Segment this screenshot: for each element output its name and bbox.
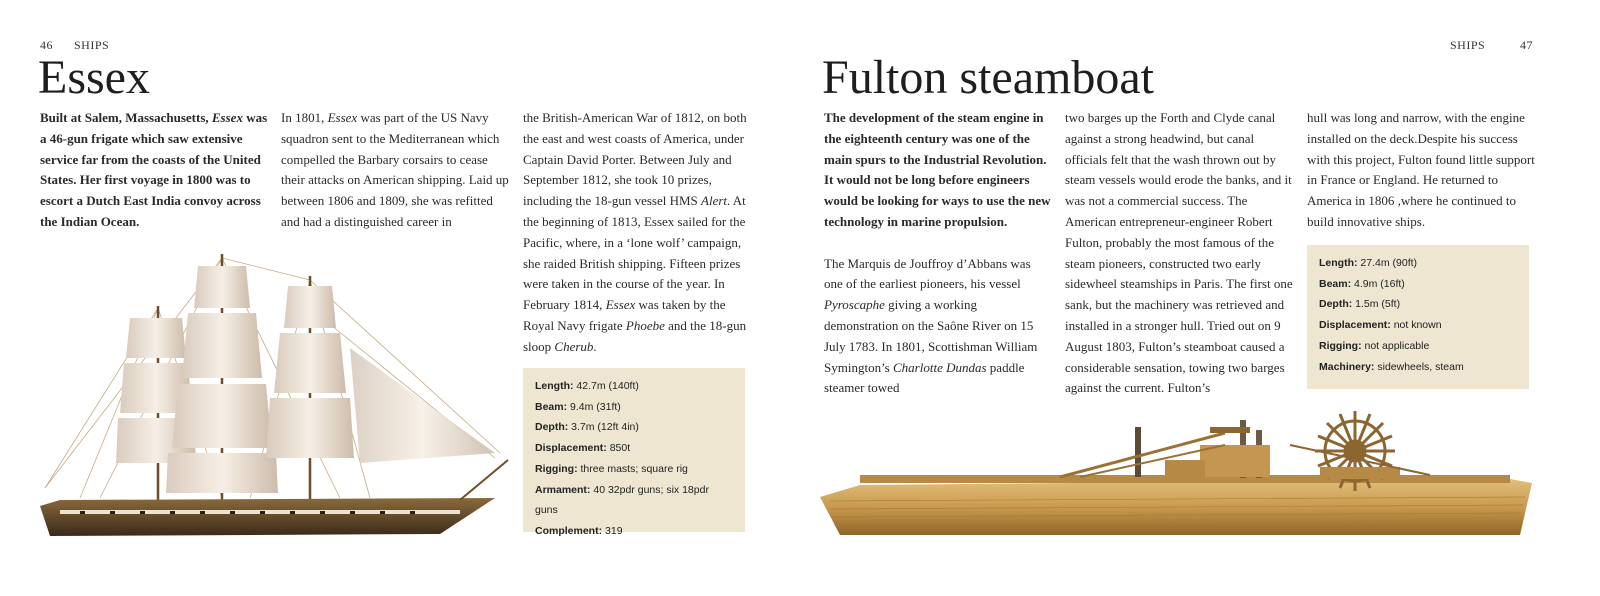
intro-column: Built at Salem, Massachusetts, Essex was a 46-gun frigate which saw extensive service far from the coasts of the United States. Her first voyage in 1800 was to escort a Dutch East India convoy across the Indian Ocean.: [40, 110, 268, 229]
spec-row: Length: 27.4m (90ft): [1319, 257, 1418, 269]
intro-column: The development of the steam engine in the eighteenth century was one of the main spurs to the Industrial Revolution. It would not be long before engineers would be looking for ways to use the new technology in marine propulsion. The Marquis de Jouffroy d’Abbans was one of the earliest pioneers, his vessel Pyroscaphe giving a working demonstration on the Saône River on 15 July 1783. In 1801, Scottishman William Symington’s Charlotte Dundas paddle steamer towed: [824, 110, 1051, 396]
page-number: 46: [40, 38, 53, 52]
spec-row: Displacement: not known: [1319, 319, 1442, 332]
page-title: Fulton steamboat: [822, 51, 1154, 104]
body-column-2: In 1801, Essex was part of the US Navy squadron sent to the Mediterranean which compelled the Barbary corsairs to cease their attacks on American shipping. Laid up between 1806 and 1809, she was refitted and had a distinguished career in: [281, 110, 509, 229]
spec-row: Displacement: 850t: [535, 442, 631, 455]
spec-row: Rigging: not applicable: [1319, 339, 1430, 352]
spec-row: Armament: 40 32pdr guns; six 18pdr guns: [535, 483, 709, 517]
spec-row: Machinery: sidewheels, steam: [1319, 360, 1464, 373]
spec-row: Rigging: three masts; square rig: [535, 462, 688, 475]
specs-box: [523, 368, 745, 537]
page-title: Essex: [38, 51, 150, 104]
running-header: SHIPS: [74, 38, 110, 52]
body-column-2: two barges up the Forth and Clyde canal against a strong headwind, but canal officials felt that the wash thrown out by steam vessels would erode the banks, and it was not a commercial success. The American entrepreneur-engineer Robert Fulton, probably the most famous of the steam pioneers, constructed two early sidewheel steamships in Paris. The first one sank, but the machinery was retrieved and installed in a stronger hull. Tried out on 9 August 1803, Fulton’s steamboat caused a considerable sensation, towing two barges against the current. Fulton’s: [1065, 110, 1293, 396]
spec-row: Depth: 1.5m (5ft): [1319, 298, 1401, 311]
running-header: SHIPS: [1450, 38, 1486, 52]
body-column-3: the British-American War of 1812, on both the east and west coasts of America, under Captain David Porter. Between July and September 1812, she took 10 prizes, including the 18-gun vessel HMS Alert. At the beginning of 1813, Essex sailed for the Pacific, where, in a ‘lone wolf’ campaign, she raided British shipping. Fifteen prizes were taken in the course of the year. In February 1814, Essex was taken by the Royal Navy frigate Phoebe and the 18-gun sloop Cherub.: [523, 110, 747, 354]
spec-row: Depth: 3.7m (12ft 4in): [535, 421, 639, 434]
page-number: 47: [1520, 38, 1533, 52]
steamboat-illustration: [820, 405, 1535, 540]
body-column-3: hull was long and narrow, with the engine installed on the deck.Despite his success with this project, Fulton found little support in France or England. He returned to America in 1806 ,where he continued to build innovative ships.: [1307, 110, 1535, 229]
frigate-illustration: [40, 248, 510, 540]
specs-box: [1307, 245, 1529, 389]
spec-row: Beam: 4.9m (16ft): [1319, 277, 1405, 290]
spec-row: Length: 42.7m (140ft): [535, 380, 639, 392]
spec-row: Beam: 9.4m (31ft): [535, 400, 621, 413]
right-page: [800, 0, 1600, 596]
spec-row: Complement: 319: [535, 524, 623, 537]
